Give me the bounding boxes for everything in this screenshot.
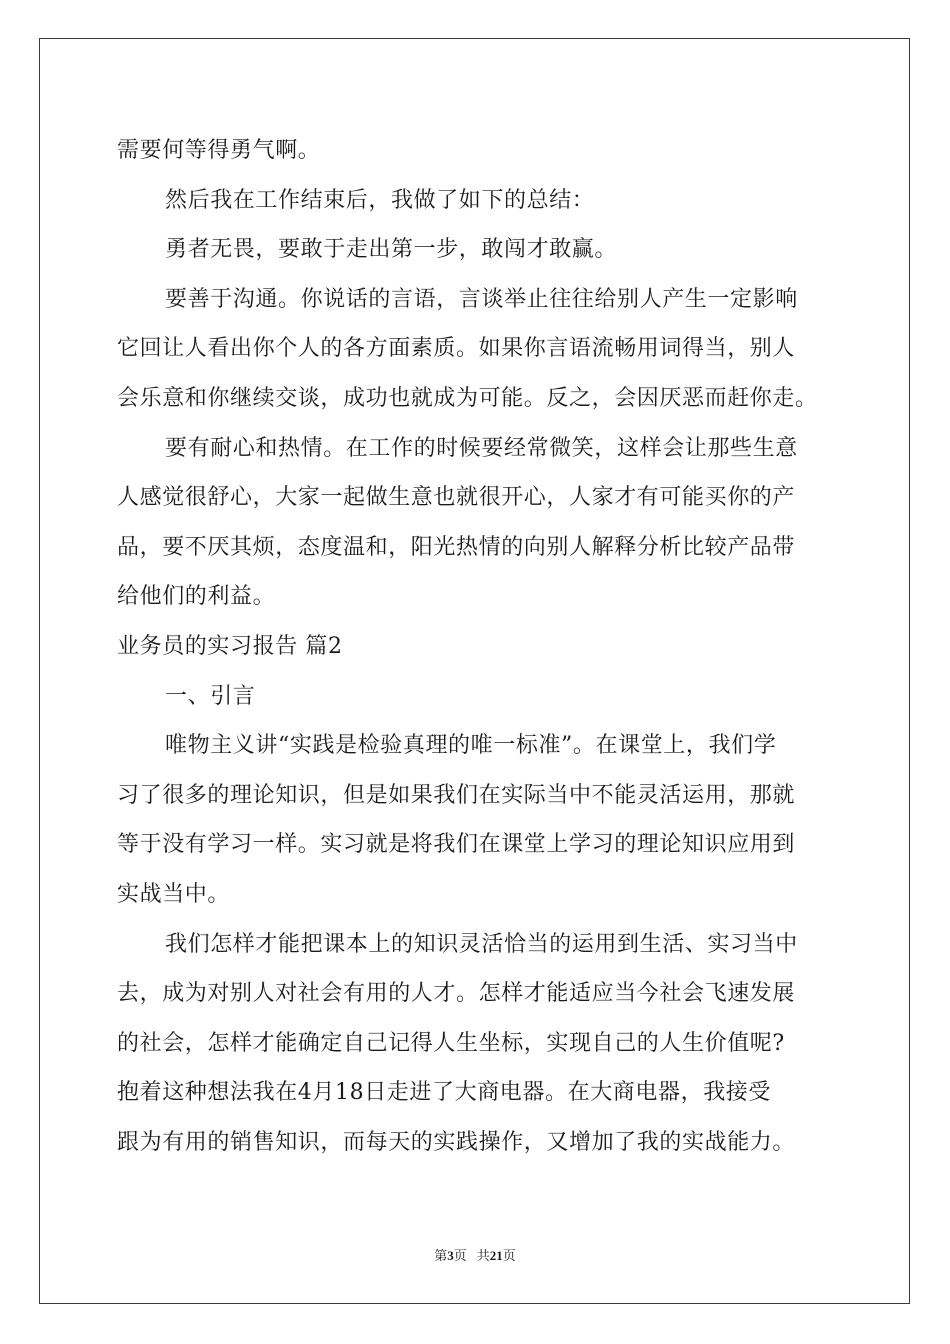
text-line: 品，要不厌其烦，态度温和，阳光热情的向别人解释分析比较产品带 [117,534,796,560]
document-body [117,126,837,1167]
text-line: 实战当中。 [117,881,231,907]
text-line: 给他们的利益。 [117,584,276,610]
page-suffix: 页 [453,1248,467,1263]
text-line: 等于没有学习一样。实习就是将我们在课堂上学习的理论知识应用到 [117,832,796,858]
page-footer [0,1245,950,1264]
text-line: 的社会，怎样才能确定自己记得人生坐标，实现自己的人生价值呢? [117,1030,785,1056]
text-line: 需要何等得勇气啊。 [117,138,321,163]
text-line: 它回让人看出你个人的各方面素质。如果你言语流畅用词得当，别人 [117,336,796,362]
total-pages: 21 [489,1248,503,1263]
text-line: 然后我在工作结束后，我做了如下的总结： [165,187,595,213]
page-prefix: 第 [434,1248,448,1263]
text-line: 人感觉很舒心，大家一起做生意也就很开心，人家才有可能买你的产 [117,485,796,511]
text-line: 去，成为对别人对社会有用的人才。怎样才能适应当今社会飞速发展 [117,981,796,1007]
text-line: 会乐意和你继续交谈，成功也就成为可能。反之，会因厌恶而赶你走。 [117,385,818,411]
text-line: 要有耐心和热情。在工作的时候要经常微笑，这样会让那些生意 [165,435,798,461]
section-heading: 业务员的实习报告 篇2 [117,633,343,659]
total-suffix: 页 [502,1248,516,1263]
text-line: 抱着这种想法我在4月18日走进了大商电器。在大商电器，我接受 [117,1080,771,1106]
text-line: 要善于沟通。你说话的言语，言谈举止往往给别人产生一定影响 [165,286,798,312]
text-line: 唯物主义讲“实践是检验真理的唯一标准”。在课堂上，我们学 [165,733,777,759]
text-line: 习了很多的理论知识，但是如果我们在实际当中不能灵活运用，那就 [117,782,796,808]
page-number: 3 [447,1248,454,1263]
text-line: 跟为有用的销售知识，而每天的实践操作，又增加了我的实战能力。 [117,1129,796,1155]
total-prefix: 共 [476,1248,490,1263]
text-line: 勇者无畏，要敢于走出第一步，敢闯才敢赢。 [165,237,618,263]
text-line: 我们怎样才能把课本上的知识灵活恰当的运用到生活、实习当中 [165,931,798,957]
subsection-heading: 一、引言 [165,683,256,709]
